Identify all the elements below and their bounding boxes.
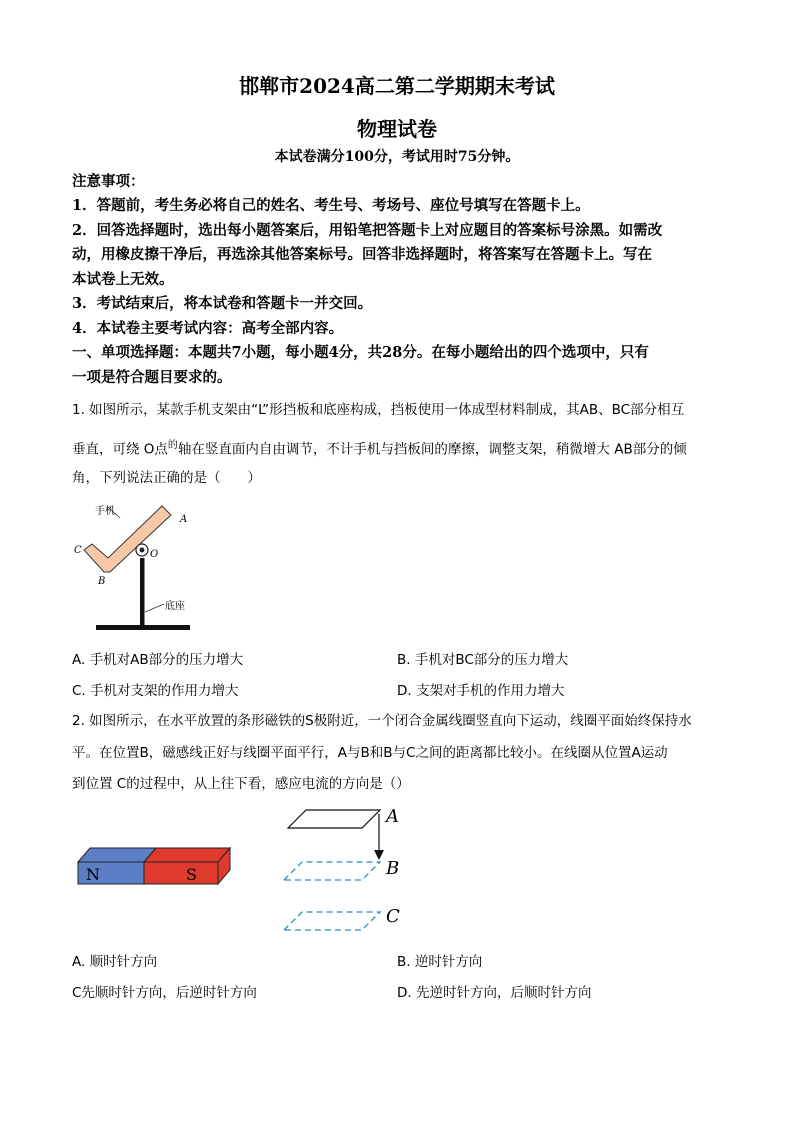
- magnet-s-pole: [144, 862, 218, 884]
- label-c: C: [74, 545, 82, 556]
- label-position-c: C: [386, 906, 400, 927]
- stand-base: [96, 625, 190, 630]
- label-base: 底座: [165, 601, 185, 612]
- label-b: B: [98, 576, 106, 587]
- q2-magnet-figure: [70, 800, 420, 935]
- q2-stem-line-2: 平。在位置B，磁感线正好与线圈平面平行，A与B和B与C之间的距离都比较小。在线圈从位置A运动: [72, 745, 668, 761]
- q1-phone-stand-figure: [70, 500, 200, 635]
- q1-stem-line-1: 1. 如图所示，某款手机支架由“L”形挡板和底座构成，挡板使用一体成型材料制成，其AB、BC部分相互: [72, 402, 685, 418]
- exam-info: 本试卷满分100分，考试用时75分钟。: [274, 149, 520, 165]
- motion-arrow-head: [374, 850, 384, 860]
- label-position-b: B: [386, 858, 400, 879]
- label-a: A: [180, 514, 188, 525]
- coil-position-b: [284, 862, 380, 880]
- magnet-s-top-face: [144, 848, 230, 862]
- q1-stem-superscript: 的: [167, 440, 178, 451]
- note-3: 3．考试结束后，将本试卷和答题卡一并交回。: [72, 295, 373, 312]
- notes-heading: 注意事项：: [72, 173, 145, 190]
- note-2-line-1: 2．回答选择题时，选出每小题答案后，用铅笔把答题卡上对应题目的答案标号涂黑。如需改: [72, 222, 663, 239]
- stand-pole: [140, 558, 145, 626]
- label-o: O: [150, 549, 159, 560]
- magnet-n-top-face: [78, 848, 156, 862]
- label-position-a: A: [386, 806, 399, 827]
- q1-stem-line-3: 角，下列说法正确的是（ ）: [72, 470, 261, 486]
- note-4: 4．本试卷主要考试内容：高考全部内容。: [72, 320, 344, 337]
- note-2-line-2: 动，用橡皮擦干净后，再选涂其他答案标号。回答非选择题时，将答案写在答题卡上。写在: [72, 246, 652, 263]
- section-1-heading: 一、单项选择题：本题共7小题，每小题4分，共28分。在每小题给出的四个选项中，只有: [72, 344, 649, 361]
- q1-option-a[interactable]: A. 手机对AB部分的压力增大: [72, 652, 244, 668]
- q1-stem-line-2: [72, 434, 732, 462]
- q2-option-c[interactable]: C先顺时针方向，后逆时针方向: [72, 985, 257, 1001]
- subject-title: 物理试卷: [357, 117, 437, 141]
- base-leader-line: [145, 604, 164, 612]
- q2-option-a[interactable]: A. 顺时针方向: [72, 954, 158, 970]
- bar-magnet: [78, 848, 230, 884]
- q1-stem-part-b: 轴在竖直面内自由调节，不计手机与挡板间的摩擦，调整支架，稍微增大 AB部分的倾: [177, 441, 687, 458]
- coil-position-a: [288, 810, 380, 828]
- q1-stem-part-a: 垂直，可绕 O点: [72, 441, 168, 458]
- pivot-center: [140, 548, 145, 553]
- label-s-pole: S: [186, 865, 197, 884]
- note-2-line-3: 本试卷上无效。: [72, 271, 174, 288]
- q2-option-b[interactable]: B. 逆时针方向: [397, 954, 483, 970]
- q1-option-b[interactable]: B. 手机对BC部分的压力增大: [397, 652, 569, 668]
- q1-option-c[interactable]: C. 手机对支架的作用力增大: [72, 683, 239, 699]
- label-n-pole: N: [86, 865, 100, 884]
- label-phone: 手机: [95, 506, 115, 517]
- coil-position-c: [284, 912, 380, 930]
- section-1-heading-cont: 一项是符合题目要求的。: [72, 369, 232, 386]
- note-1: 1．答题前，考生务必将自己的姓名、考生号、考场号、座位号填写在答题卡上。: [72, 197, 590, 214]
- q2-stem-line-3: 到位置 C的过程中，从上往下看，感应电流的方向是（）: [72, 776, 410, 792]
- exam-title: 邯郸市2024高二第二学期期末考试: [239, 74, 555, 98]
- q2-option-d[interactable]: D. 先逆时针方向，后顺时针方向: [397, 985, 592, 1001]
- q1-option-d[interactable]: D. 支架对手机的作用力增大: [397, 683, 565, 699]
- q2-stem-line-1: 2. 如图所示，在水平放置的条形磁铁的S极附近，一个闭合金属线圈竖直向下运动，线圈平面始终保持水: [72, 713, 692, 729]
